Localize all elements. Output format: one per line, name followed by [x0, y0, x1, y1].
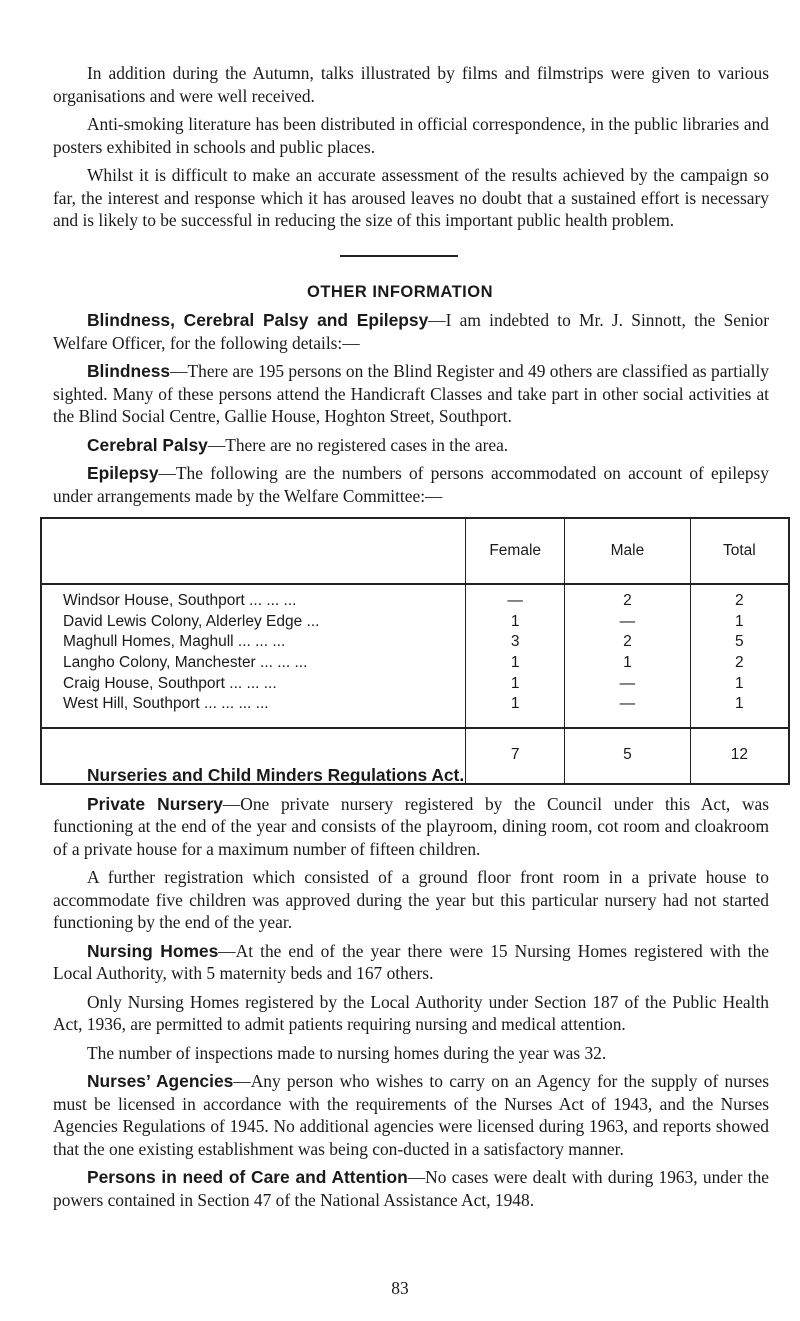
blindness-heading: Blindness, Cerebral Palsy and Epilepsy	[87, 310, 429, 330]
female-cell: 1	[466, 612, 565, 633]
private-nursery-label: Private Nursery	[87, 793, 223, 814]
female-cell: —	[466, 584, 565, 612]
epilepsy-label: Epilepsy	[87, 463, 159, 483]
male-cell: —	[565, 612, 691, 633]
cerebral-palsy-paragraph	[53, 434, 769, 457]
male-cell: 2	[565, 632, 691, 653]
nursing-homes-label: Nursing Homes	[87, 940, 219, 961]
male-cell: —	[565, 673, 691, 694]
place-cell: Maghull Homes, Maghull ... ... ...	[63, 633, 286, 651]
section-title: OTHER INFORMATION	[306, 283, 493, 301]
female-cell: 3	[466, 632, 565, 653]
table-row	[41, 632, 789, 653]
blindness-text: —There are 195 persons on the Blind Register and 49 others are classified as partially sighted. Many of these persons attend the Handicraft Classes and take part in other social activities at the Blind Social Centre, Gallie House, Hoghton Street, Southport.	[53, 361, 769, 426]
place-cell: David Lewis Colony, Alderley Edge ...	[63, 612, 320, 630]
table-row	[41, 584, 789, 612]
care-attention-paragraph	[53, 1166, 769, 1211]
blindness-intro-paragraph	[53, 309, 769, 354]
cerebral-palsy-label: Cerebral Palsy	[87, 434, 208, 455]
epilepsy-table	[40, 517, 790, 785]
intro-section	[53, 62, 769, 238]
nursing-homes-section-187-paragraph: Only Nursing Homes registered by the Local Authority under Section 187 of the Public Health Act, 1936, are permitted to admit patients requiring nursing and medical attention.	[53, 991, 769, 1034]
nurses-agencies-label: Nurses’ Agencies	[87, 1071, 234, 1091]
care-attention-label: Persons in need of Care and Attention	[87, 1167, 408, 1187]
intro-paragraph-2: Anti-smoking literature has been distributed in official correspondence, in the public libraries and posters exhibited in schools and public places.	[53, 114, 769, 157]
header-male: Male	[565, 518, 691, 584]
male-total-cell: 5	[565, 728, 691, 784]
cerebral-palsy-text: —There are no registered cases in the area.	[207, 434, 509, 455]
place-cell: Langho Colony, Manchester ... ... ...	[63, 654, 308, 672]
blindness-paragraph	[53, 360, 769, 428]
female-cell: 1	[466, 653, 565, 674]
nursing-homes-inspections-paragraph: The number of inspections made to nursing homes during the year was 32.	[87, 1042, 607, 1063]
epilepsy-paragraph	[53, 462, 769, 507]
intro-paragraph-3: Whilst it is difficult to make an accurate assessment of the results achieved by the campaign so far, the interest and response which it has aroused leaves no doubt that a sustained effort is necessary and is likely to be successful in reducing the size of this important public health problem.	[53, 165, 769, 230]
later-sections	[53, 764, 769, 1217]
blindness-heading-text: —I am indebted to Mr. J. Sinnott, the Senior Welfare Officer, for the following details:—	[53, 310, 769, 353]
header-female: Female	[466, 518, 565, 584]
header-place	[41, 518, 466, 584]
section-divider	[340, 255, 458, 257]
place-cell: Windsor House, Southport ... ... ...	[63, 592, 297, 610]
total-cell: 5	[690, 632, 789, 653]
care-attention-text: —No cases were dealt with during 1963, under the powers contained in Section 47 of the National Assistance Act, 1948.	[53, 1167, 770, 1210]
male-cell: 2	[565, 584, 691, 612]
table-row	[41, 673, 789, 694]
nurses-agencies-paragraph	[53, 1070, 769, 1160]
header-total: Total	[690, 518, 789, 584]
blindness-label: Blindness	[87, 361, 171, 381]
female-cell: 1	[466, 673, 565, 694]
blindness-section	[53, 309, 769, 513]
page-number: 83	[391, 1278, 409, 1298]
total-cell: 1	[690, 612, 789, 633]
further-registration-paragraph: A further registration which consisted of a ground floor front room in a private house to accommodate five children was approved during the year but this particular nursery had not started functioning by the end of the year.	[53, 867, 769, 932]
male-cell: 1	[565, 653, 691, 674]
private-nursery-paragraph	[53, 793, 769, 861]
table-row	[41, 612, 789, 633]
intro-paragraph-1: In addition during the Autumn, talks illustrated by films and filmstrips were given to various organisations and were well received.	[53, 63, 769, 106]
total-cell: 2	[690, 653, 789, 674]
grand-total-cell: 12	[690, 728, 789, 784]
private-nursery-text: —One private nursery registered by the Council under this Act, was functioning at the end of the year and consists of the playroom, dining room, cot room and cloakroom of a private house for a maximum number of fifteen children.	[53, 793, 769, 859]
nurses-agencies-text: —Any person who wishes to carry on an Agency for the supply of nurses must be licensed in accordance with the requirements of the Nurses Act of 1943, and the Nurses Agencies Regulations of 1945. No additional agencies were licensed during 1963, and reports showed that the one existing establishment was being con-ducted in a satisfactory manner.	[53, 1071, 769, 1159]
place-cell: West Hill, Southport ... ... ... ...	[63, 695, 269, 713]
nurseries-heading: Nurseries and Child Minders Regulations Act.	[87, 765, 465, 785]
place-cell: Craig House, Southport ... ... ...	[63, 674, 277, 692]
female-total-cell: 7	[466, 728, 565, 784]
table-row	[41, 694, 789, 728]
total-cell: 1	[690, 673, 789, 694]
table-row	[41, 653, 789, 674]
female-cell: 1	[466, 694, 565, 728]
nursing-homes-paragraph	[53, 940, 769, 985]
nursing-homes-text: —At the end of the year there were 15 Nursing Homes registered with the Local Authority, with 5 maternity beds and 167 others.	[53, 940, 769, 983]
male-cell: —	[565, 694, 691, 728]
total-cell: 1	[690, 694, 789, 728]
table-header-row	[41, 518, 789, 584]
total-cell: 2	[690, 584, 789, 612]
epilepsy-text: —The following are the numbers of persons accommodated on account of epilepsy under arrangements made by the Welfare Committee:—	[53, 463, 769, 506]
